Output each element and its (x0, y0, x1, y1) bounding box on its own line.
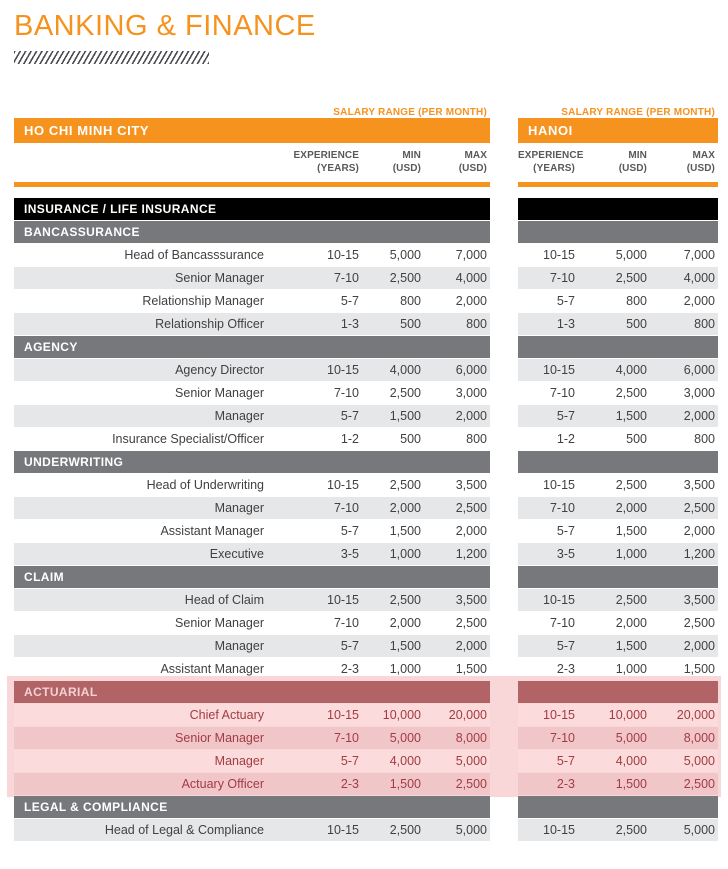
column-header-row (14, 149, 718, 179)
table-gap (490, 612, 518, 634)
row-hanoi-values (518, 773, 718, 795)
section-bar (518, 221, 718, 243)
role-label: Manager (214, 409, 264, 423)
max-salary-value: 5,000 (455, 754, 487, 768)
experience-value: 2-3 (556, 662, 575, 676)
section-label: CLAIM (24, 570, 64, 584)
section-bar (518, 566, 718, 588)
table-gap (490, 198, 518, 220)
table-gap (490, 313, 518, 335)
table-row (14, 727, 718, 749)
row-hcmc-values (14, 635, 490, 657)
experience-value: 2-3 (340, 662, 359, 676)
min-salary-value: 500 (400, 432, 421, 446)
section-label: BANCASSURANCE (24, 225, 140, 239)
min-salary-value: 5,000 (615, 731, 647, 745)
min-salary-value: 800 (626, 294, 647, 308)
experience-value: 7-10 (333, 386, 359, 400)
role-label: Manager (214, 754, 264, 768)
table-gap (490, 750, 518, 772)
section-header (14, 336, 718, 358)
min-salary-value: 2,500 (389, 593, 421, 607)
hatch-decoration (14, 51, 209, 64)
row-hanoi-values (518, 267, 718, 289)
min-salary-value: 5,000 (615, 248, 647, 262)
max-salary-value: 2,000 (683, 524, 715, 538)
section-label: AGENCY (24, 340, 78, 354)
row-hcmc-values (14, 704, 490, 726)
col-header-max: MAX (USD) (458, 150, 487, 174)
min-salary-value: 2,500 (615, 386, 647, 400)
table-gap (490, 102, 518, 115)
max-salary-value: 800 (694, 432, 715, 446)
highlighted-section (14, 681, 718, 795)
table-row (14, 750, 718, 772)
col-header-max: MAX (USD) (686, 150, 715, 174)
table-row (14, 405, 718, 427)
experience-value: 10-15 (327, 363, 359, 377)
experience-value: 10-15 (543, 823, 575, 837)
role-label: Assistant Manager (160, 524, 264, 538)
min-salary-value: 1,500 (615, 777, 647, 791)
table-gap (490, 267, 518, 289)
max-salary-value: 2,500 (683, 777, 715, 791)
min-salary-value: 1,500 (389, 524, 421, 538)
table-row (14, 635, 718, 657)
max-salary-value: 3,500 (455, 593, 487, 607)
table-gap (490, 149, 518, 179)
max-salary-value: 800 (694, 317, 715, 331)
row-hcmc-values (14, 612, 490, 634)
experience-value: 7-10 (333, 271, 359, 285)
table-gap (490, 704, 518, 726)
min-salary-value: 4,000 (615, 754, 647, 768)
max-salary-value: 4,000 (683, 271, 715, 285)
experience-value: 5-7 (556, 524, 575, 538)
table-gap (490, 405, 518, 427)
table-row (14, 704, 718, 726)
experience-value: 10-15 (327, 478, 359, 492)
city-header-hcmc (14, 118, 490, 143)
table-gap (490, 543, 518, 565)
table-gap (490, 773, 518, 795)
section-header (14, 566, 718, 588)
max-salary-value: 800 (466, 432, 487, 446)
row-hcmc-values (14, 290, 490, 312)
min-salary-value: 1,500 (389, 639, 421, 653)
salary-range-label-hcmc (14, 102, 490, 118)
table-gap (490, 221, 518, 243)
row-hcmc-values (14, 819, 490, 841)
row-hcmc-values (14, 773, 490, 795)
min-salary-value: 500 (626, 432, 647, 446)
table-gap (490, 118, 518, 143)
table-row (14, 382, 718, 404)
table-gap (490, 290, 518, 312)
min-salary-value: 2,000 (389, 501, 421, 515)
max-salary-value: 3,000 (455, 386, 487, 400)
min-salary-value: 10,000 (608, 708, 647, 722)
row-hanoi-values (518, 589, 718, 611)
row-hcmc-values (14, 359, 490, 381)
experience-value: 10-15 (327, 708, 359, 722)
max-salary-value: 8,000 (455, 731, 487, 745)
role-label: Head of Legal & Compliance (104, 823, 264, 837)
table-gap (490, 497, 518, 519)
city-name: HANOI (528, 123, 573, 138)
main-section-bar (518, 198, 718, 220)
max-salary-value: 3,000 (683, 386, 715, 400)
role-label: Manager (214, 639, 264, 653)
experience-value: 1-3 (340, 317, 359, 331)
row-hcmc-values (14, 382, 490, 404)
max-salary-value: 2,000 (455, 524, 487, 538)
salary-range-labels (14, 102, 718, 118)
role-label: Agency Director (175, 363, 264, 377)
col-header-experience: EXPERIENCE (YEARS) (293, 150, 359, 174)
max-salary-value: 2,000 (683, 639, 715, 653)
experience-value: 10-15 (327, 248, 359, 262)
experience-value: 10-15 (327, 823, 359, 837)
min-salary-value: 2,500 (615, 271, 647, 285)
experience-value: 10-15 (327, 593, 359, 607)
min-salary-value: 1,500 (615, 524, 647, 538)
orange-divider (14, 182, 718, 187)
experience-value: 10-15 (543, 248, 575, 262)
experience-value: 3-5 (556, 547, 575, 561)
min-salary-value: 2,500 (615, 478, 647, 492)
main-section-label: INSURANCE / LIFE INSURANCE (24, 202, 217, 216)
page-title: BANKING & FINANCE (14, 10, 316, 42)
experience-value: 7-10 (333, 731, 359, 745)
divider-bar (14, 182, 490, 187)
experience-value: 7-10 (549, 386, 575, 400)
section-bar (14, 796, 490, 818)
role-label: Senior Manager (175, 271, 264, 285)
row-hcmc-values (14, 589, 490, 611)
row-hcmc-values (14, 727, 490, 749)
experience-value: 5-7 (556, 294, 575, 308)
role-label: Manager (214, 501, 264, 515)
table-gap (490, 182, 518, 187)
max-salary-value: 8,000 (683, 731, 715, 745)
main-section-bar (14, 198, 490, 220)
table-gap (490, 796, 518, 818)
min-salary-value: 5,000 (389, 731, 421, 745)
table-gap (490, 635, 518, 657)
min-salary-value: 1,000 (615, 547, 647, 561)
role-label: Actuary Officer (181, 777, 264, 791)
experience-value: 5-7 (340, 639, 359, 653)
city-header-row (14, 118, 718, 143)
row-hanoi-values (518, 750, 718, 772)
min-salary-value: 1,500 (389, 777, 421, 791)
section-bar (518, 796, 718, 818)
table-row (14, 497, 718, 519)
experience-value: 7-10 (549, 501, 575, 515)
row-hanoi-values (518, 405, 718, 427)
experience-value: 5-7 (556, 754, 575, 768)
section-header (14, 681, 718, 703)
row-hanoi-values (518, 819, 718, 841)
min-salary-value: 1,500 (615, 639, 647, 653)
col-header-min: MIN (USD) (392, 150, 421, 174)
max-salary-value: 2,500 (683, 616, 715, 630)
row-hanoi-values (518, 612, 718, 634)
section-bar (518, 681, 718, 703)
table-row (14, 244, 718, 266)
min-salary-value: 2,500 (389, 823, 421, 837)
experience-value: 10-15 (543, 708, 575, 722)
min-salary-value: 500 (400, 317, 421, 331)
table-row (14, 267, 718, 289)
row-hanoi-values (518, 290, 718, 312)
max-salary-value: 20,000 (676, 708, 715, 722)
table-row (14, 773, 718, 795)
max-salary-value: 4,000 (455, 271, 487, 285)
max-salary-value: 7,000 (455, 248, 487, 262)
experience-value: 10-15 (543, 478, 575, 492)
max-salary-value: 1,200 (683, 547, 715, 561)
table-row (14, 589, 718, 611)
max-salary-value: 2,000 (683, 409, 715, 423)
min-salary-value: 1,500 (389, 409, 421, 423)
row-hanoi-values (518, 635, 718, 657)
min-salary-value: 2,500 (389, 271, 421, 285)
min-salary-value: 4,000 (389, 754, 421, 768)
min-salary-value: 2,500 (615, 823, 647, 837)
table-gap (490, 451, 518, 473)
section-bar (14, 451, 490, 473)
table-row (14, 543, 718, 565)
divider-bar (518, 182, 718, 187)
section-label: ACTUARIAL (24, 685, 98, 699)
max-salary-value: 7,000 (683, 248, 715, 262)
row-hanoi-values (518, 428, 718, 450)
row-hcmc-values (14, 405, 490, 427)
max-salary-value: 800 (466, 317, 487, 331)
max-salary-value: 2,500 (683, 501, 715, 515)
row-hanoi-values (518, 543, 718, 565)
section-bar (14, 566, 490, 588)
role-label: Head of Bancasssurance (124, 248, 264, 262)
min-salary-value: 2,000 (615, 501, 647, 515)
max-salary-value: 5,000 (683, 823, 715, 837)
section-bar (14, 681, 490, 703)
row-hanoi-values (518, 497, 718, 519)
table-body (14, 198, 718, 841)
role-label: Head of Underwriting (146, 478, 264, 492)
section-bar (518, 451, 718, 473)
row-hcmc-values (14, 267, 490, 289)
max-salary-value: 5,000 (683, 754, 715, 768)
min-salary-value: 2,000 (615, 616, 647, 630)
max-salary-value: 2,500 (455, 777, 487, 791)
min-salary-value: 4,000 (615, 363, 647, 377)
max-salary-value: 1,200 (455, 547, 487, 561)
city-name: HO CHI MINH CITY (24, 123, 150, 138)
section-header (14, 451, 718, 473)
row-hanoi-values (518, 474, 718, 496)
column-headers-hanoi (518, 149, 718, 179)
min-salary-value: 800 (400, 294, 421, 308)
column-headers-hcmc (14, 149, 490, 179)
table-row (14, 313, 718, 335)
table-row (14, 819, 718, 841)
experience-value: 5-7 (556, 409, 575, 423)
max-salary-value: 2,000 (455, 639, 487, 653)
table-gap (490, 589, 518, 611)
row-hcmc-values (14, 428, 490, 450)
max-salary-value: 6,000 (455, 363, 487, 377)
experience-value: 5-7 (340, 409, 359, 423)
experience-value: 5-7 (340, 754, 359, 768)
min-salary-value: 2,000 (389, 616, 421, 630)
salary-table (0, 102, 728, 841)
col-header-min: MIN (USD) (618, 150, 647, 174)
table-gap (490, 382, 518, 404)
row-hanoi-values (518, 704, 718, 726)
section-header (14, 221, 718, 243)
role-label: Chief Actuary (189, 708, 264, 722)
experience-value: 1-2 (556, 432, 575, 446)
role-label: Senior Manager (175, 386, 264, 400)
city-header-hanoi (518, 118, 718, 143)
salary-range-label-hanoi (518, 102, 718, 118)
row-hanoi-values (518, 382, 718, 404)
table-gap (490, 428, 518, 450)
experience-value: 5-7 (340, 524, 359, 538)
role-label: Assistant Manager (160, 662, 264, 676)
row-hcmc-values (14, 543, 490, 565)
min-salary-value: 1,000 (389, 662, 421, 676)
salary-range-label: SALARY RANGE (PER MONTH) (561, 107, 715, 118)
role-label: Relationship Manager (142, 294, 264, 308)
role-label: Head of Claim (184, 593, 264, 607)
table-row (14, 474, 718, 496)
max-salary-value: 5,000 (455, 823, 487, 837)
role-label: Relationship Officer (155, 317, 264, 331)
min-salary-value: 1,500 (615, 409, 647, 423)
min-salary-value: 4,000 (389, 363, 421, 377)
min-salary-value: 10,000 (382, 708, 421, 722)
experience-value: 1-3 (556, 317, 575, 331)
experience-value: 2-3 (340, 777, 359, 791)
max-salary-value: 20,000 (448, 708, 487, 722)
table-gap (490, 681, 518, 703)
min-salary-value: 2,500 (389, 386, 421, 400)
row-hcmc-values (14, 520, 490, 542)
col-header-experience: EXPERIENCE (YEARS) (518, 150, 584, 174)
section-bar (14, 336, 490, 358)
experience-value: 7-10 (333, 616, 359, 630)
role-label: Executive (209, 547, 264, 561)
row-hcmc-values (14, 244, 490, 266)
role-label: Senior Manager (175, 616, 264, 630)
max-salary-value: 2,000 (455, 409, 487, 423)
role-label: Insurance Specialist/Officer (112, 432, 264, 446)
row-hcmc-values (14, 474, 490, 496)
role-label: Senior Manager (175, 731, 264, 745)
experience-value: 10-15 (543, 593, 575, 607)
section-bar (14, 221, 490, 243)
max-salary-value: 2,500 (455, 501, 487, 515)
experience-value: 7-10 (549, 616, 575, 630)
row-hanoi-values (518, 244, 718, 266)
experience-value: 1-2 (340, 432, 359, 446)
section-label: UNDERWRITING (24, 455, 124, 469)
experience-value: 10-15 (543, 363, 575, 377)
min-salary-value: 2,500 (389, 478, 421, 492)
row-hanoi-values (518, 313, 718, 335)
experience-value: 5-7 (556, 639, 575, 653)
max-salary-value: 2,000 (683, 294, 715, 308)
max-salary-value: 3,500 (683, 593, 715, 607)
row-hcmc-values (14, 497, 490, 519)
table-gap (490, 520, 518, 542)
max-salary-value: 1,500 (455, 662, 487, 676)
row-hanoi-values (518, 359, 718, 381)
max-salary-value: 2,000 (455, 294, 487, 308)
row-hanoi-values (518, 520, 718, 542)
table-gap (490, 336, 518, 358)
max-salary-value: 3,500 (683, 478, 715, 492)
min-salary-value: 5,000 (389, 248, 421, 262)
row-hcmc-values (14, 313, 490, 335)
table-gap (490, 474, 518, 496)
table-row (14, 290, 718, 312)
table-row (14, 520, 718, 542)
experience-value: 7-10 (549, 731, 575, 745)
max-salary-value: 2,500 (455, 616, 487, 630)
section-label: LEGAL & COMPLIANCE (24, 800, 168, 814)
experience-value: 2-3 (556, 777, 575, 791)
main-section-header (14, 198, 718, 220)
max-salary-value: 1,500 (683, 662, 715, 676)
min-salary-value: 500 (626, 317, 647, 331)
table-row (14, 359, 718, 381)
min-salary-value: 1,000 (389, 547, 421, 561)
experience-value: 5-7 (340, 294, 359, 308)
min-salary-value: 1,000 (615, 662, 647, 676)
table-gap (490, 359, 518, 381)
table-gap (490, 566, 518, 588)
table-gap (490, 727, 518, 749)
experience-value: 7-10 (333, 501, 359, 515)
table-row (14, 612, 718, 634)
section-bar (518, 336, 718, 358)
max-salary-value: 6,000 (683, 363, 715, 377)
table-gap (490, 819, 518, 841)
section-header (14, 796, 718, 818)
min-salary-value: 2,500 (615, 593, 647, 607)
row-hcmc-values (14, 750, 490, 772)
max-salary-value: 3,500 (455, 478, 487, 492)
table-row (14, 428, 718, 450)
experience-value: 7-10 (549, 271, 575, 285)
salary-range-label: SALARY RANGE (PER MONTH) (333, 107, 487, 118)
table-gap (490, 244, 518, 266)
row-hanoi-values (518, 727, 718, 749)
experience-value: 3-5 (340, 547, 359, 561)
